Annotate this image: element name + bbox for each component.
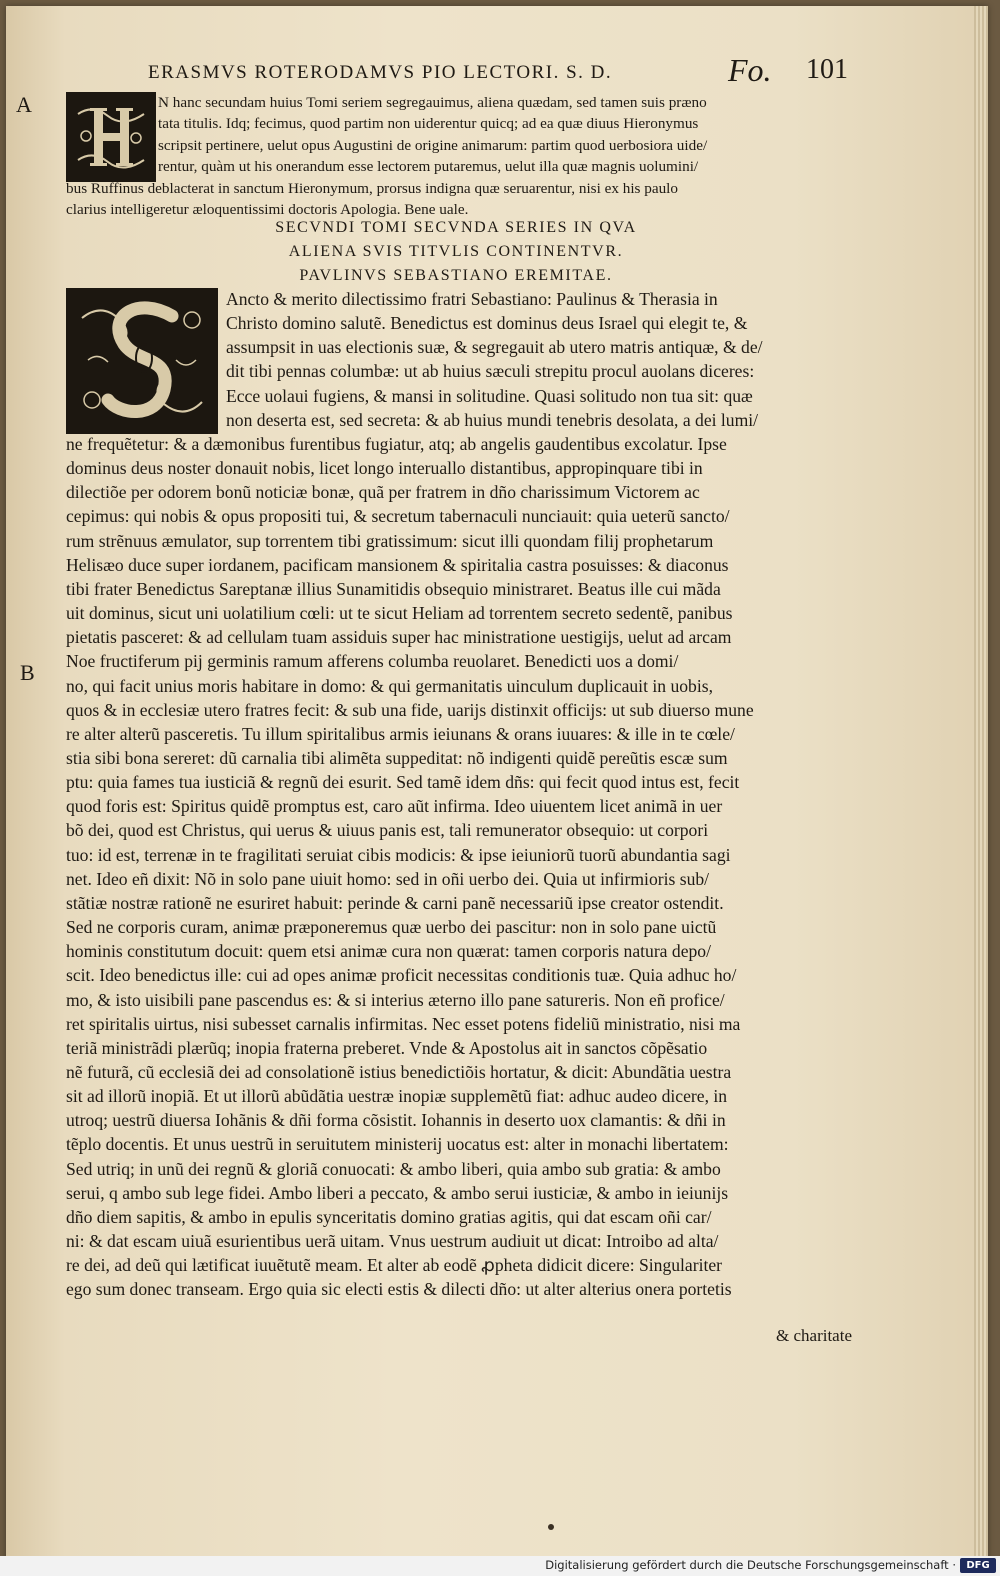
body-line: Sed utriq; in unũ dei regnũ & gloriã conuocati: & ambo liberi, quia ambo sub gratia: & ambo bbox=[66, 1158, 721, 1179]
body-line: bõ dei, quod est Christus, qui uerus & uiuus panis est, tali remunerator obsequio: ut corpori bbox=[66, 820, 709, 841]
digitization-footer bbox=[0, 1556, 1000, 1576]
letter-heading: PAVLINVS SEBASTIANO EREMITAE. bbox=[299, 267, 613, 284]
section-headings bbox=[66, 216, 846, 288]
body-line: serui, q ambo sub lege fidei. Ambo liberi a peccato, & ambo serui iusticiæ, & ambo in ieiunijs bbox=[66, 1182, 729, 1203]
folio-label: Fo. bbox=[728, 52, 772, 88]
body-line: dño diem sapitis, & ambo in epulis synceritatis domino gratias agitis, qui dat escam oñi car/ bbox=[66, 1206, 712, 1227]
body-line: ego sum donec transeam. Ergo quia sic electi estis & dilecti dño: ut alter alterius onera portetis bbox=[66, 1279, 732, 1300]
body-line: cepimus: qui nobis & opus propositi tui, & secretum tabernaculi nunciauit: quia ueterũ sancto/ bbox=[66, 506, 730, 527]
intro-line: tata titulis. Idq; fecimus, quod partim non uiderentur quicq; ad ea quæ diuus Hieronymus bbox=[158, 115, 699, 133]
dfg-logo[interactable]: DFG bbox=[960, 1558, 996, 1573]
body-line: uit dominus, sicut uni uolatilium cœli: ut te sicut Heliam ad torrentem secreto sedentẽ, panibus bbox=[66, 603, 733, 624]
body-line: net. Ideo eñ dixit: Nõ in solo pane uiuit homo: sed in oñi uerbo dei. Quia ut infirmioris sub/ bbox=[66, 868, 710, 889]
body-line: teriã ministrãdi plærũq; inopia fraterna preberet. Vnde & Apostolus ait in sanctos cõpẽsatio bbox=[66, 1037, 708, 1058]
body-line: dominus deus noster donauit nobis, licet longo interuallo distantibus, appropinquare tibi in bbox=[66, 458, 703, 479]
intro-line: clarius intelligeretur æloquentissimi doctoris Apologia. Bene uale. bbox=[66, 201, 469, 219]
funding-credit: Digitalisierung gefördert durch die Deutsche Forschungsgemeinschaft · bbox=[545, 1558, 956, 1572]
intro-paragraph bbox=[66, 92, 846, 220]
body-line: mo, & isto uisibili pane pascendus es: & si interius æterno illo pane satureris. Non eñ profice/ bbox=[66, 989, 725, 1010]
body-line: rum strẽnuus æmulator, sup torrentem tibi gratissimum: sicut illi quondam filij prophetarum bbox=[66, 530, 714, 551]
folio-number: 101 bbox=[806, 54, 848, 85]
body-line: ne frequẽtetur: & a dæmonibus furentibus fugiatur, atq; ab angelis gaudentibus excolatur. Ipse bbox=[66, 433, 727, 454]
body-line: scit. Ideo benedictus ille: cui ad opes animæ proficit necessitas conditionis tuæ. Quia adhuc ho/ bbox=[66, 965, 737, 986]
running-head-title: ERASMVS ROTERODAMVS PIO LECTORI. S. D. bbox=[148, 62, 613, 83]
margin-letter-a: A bbox=[16, 92, 32, 117]
intro-line: scripsit pertinere, uelut opus Augustini de origine animarum: partim quod uerbosiora uide/ bbox=[158, 136, 708, 154]
page-edge bbox=[974, 6, 988, 1564]
body-line: Ecce uolaui fugiens, & mansi in solitudine. Quasi solitudo non tua sit: quæ bbox=[226, 385, 753, 406]
body-line: tibi frater Benedictus Sareptanæ illius Sunamitidis obsequio ministraret. Beatus ille cui mãda bbox=[66, 578, 721, 599]
body-line: non deserta est, sed secreta: & ab huius mundi tenebris desolata, a dei lumi/ bbox=[226, 409, 759, 430]
body-line: sit ad illorũ inopiã. Et ut illorũ abũdãtia uestræ inopiæ supplemẽtũ fiat: adhuc audeo dicere, in bbox=[66, 1086, 728, 1107]
margin-letter-b: B bbox=[20, 660, 35, 685]
body-line: quos & in ecclesiæ utero fratres fecit: & sub una fide, uarijs distinxit officijs: ut sub diuerso mune bbox=[66, 699, 754, 720]
body-line: Helisæo duce super iordanem, pacificam mansionem & spiritalia castra posuisses: & diaconus bbox=[66, 554, 729, 575]
body-line: ni: & dat escam uiuã esurientibus uerã uitam. Vnus uestrum audiuit ut dicat: Introibo ad alta/ bbox=[66, 1231, 719, 1252]
body-line: dilectiõe per odorem bonũ noticiæ bonæ, quã per fratrem in dño charissimum Victorem ac bbox=[66, 482, 700, 503]
body-line: tẽplo docentis. Et unus uestrũ in seruitutem ministerij uocatus est: alter in monachi libertatem: bbox=[66, 1134, 729, 1155]
intro-line: bus Ruffinus deblacterat in sanctum Hieronymum, prorsus indigna quæ seruarentur, nisi ex his paulo bbox=[66, 179, 678, 197]
intro-line: N hanc secundam huius Tomi seriem segregauimus, aliena quædam, sed tamen suis præno bbox=[158, 94, 707, 111]
body-line: Noe fructiferum pij germinis ramum afferens columba reuolaret. Benedicti uos a domi/ bbox=[66, 651, 679, 672]
body-line: dit tibi pennas columbæ: ut ab huius sæculi strepitu procul auolans diceres: bbox=[226, 361, 755, 382]
body-line: utroq; uestrũ diuersa Iohãnis & dñi forma cõsistit. Iohannis in deserto uox clamantis: & dñi in bbox=[66, 1110, 726, 1131]
body-line: no, qui facit unius moris habitare in domo: & qui germanitatis uinculum duplicauit in uobis, bbox=[66, 675, 713, 696]
body-line: stãtiæ nostræ rationẽ ne esuriret habuit: perinde & carni panẽ necessariũ ipse creator ostendit. bbox=[66, 892, 724, 913]
body-line: re dei, ad deũ qui lætificat iuuẽtutẽ meam. Et alter ab eodẽ ꝓpheta didicit dicere: Singulariter bbox=[66, 1255, 723, 1276]
body-line: ret spiritalis uirtus, nisi subesset carnalis infirmitas. Nec esset potens fideliũ ministratio, nisi ma bbox=[66, 1013, 741, 1034]
body-line: Ancto & merito dilectissimo fratri Sebastiano: Paulinus & Therasia in bbox=[226, 289, 718, 309]
intro-line: rentur, quàm ut his onerandum esse lectorem putaremus, uelut illa quæ magnis uolumini/ bbox=[158, 158, 699, 176]
body-line: re alter alterũ pasceretis. Tu illum spiritalibus armis ieiunans & orans iuuares: & ille in te cœle/ bbox=[66, 723, 735, 744]
body-line: stia sibi bona sereret: dũ carnalia tibi alimẽta suppeditat: nõ indigenti quidẽ pereũtis escæ sum bbox=[66, 747, 728, 768]
body-line: hominis constitutum docuit: quem etsi animæ cura non quærat: tamen corporis natura depo/ bbox=[66, 941, 711, 962]
body-line: tuo: id est, terrenæ in te fragilitati seruiat cibis modicis: & ipse ieiuniorũ tuorũ abundantia sagi bbox=[66, 844, 731, 865]
body-line: ptu: quia fames tua iusticiã & regnũ dei esurit. Sed tamẽ idem dñs: qui fecit quod intus est, fecit bbox=[66, 772, 740, 793]
letter-body bbox=[66, 287, 846, 1302]
body-line: assumpsit in uas electionis suæ, & segregauit ab utero matris antiquæ, & de/ bbox=[226, 337, 763, 358]
catchword: & charitate bbox=[776, 1326, 852, 1345]
body-line: Christo domino salutẽ. Benedictus est dominus deus Israel qui elegit te, & bbox=[226, 313, 748, 334]
body-line: nẽ futurã, cũ ecclesiã dei ad consolationẽ istius benedictiõis hortatur, & dicit: Abundãtia uestra bbox=[66, 1062, 732, 1082]
section-heading: ALIENA SVIS TITVLIS CONTINENTVR. bbox=[288, 243, 624, 260]
body-line: Sed ne corporis curam, animæ præponeremus quæ uerbo dei pascitur: non in solo pane uictũ bbox=[66, 917, 717, 938]
body-line: pietatis pasceret: & ad cellulam tuam assiduis super hac ministratione uestigijs, uelut ad arcam bbox=[66, 627, 732, 648]
section-heading: SECVNDI TOMI SECVNDA SERIES IN QVA bbox=[275, 219, 637, 236]
running-head bbox=[148, 52, 848, 88]
body-line: quod foris est: Spiritus quidẽ promptus est, caro aũt infirma. Ideo uiuentem licet animã in uer bbox=[66, 796, 723, 817]
page-mark bbox=[548, 1524, 554, 1530]
